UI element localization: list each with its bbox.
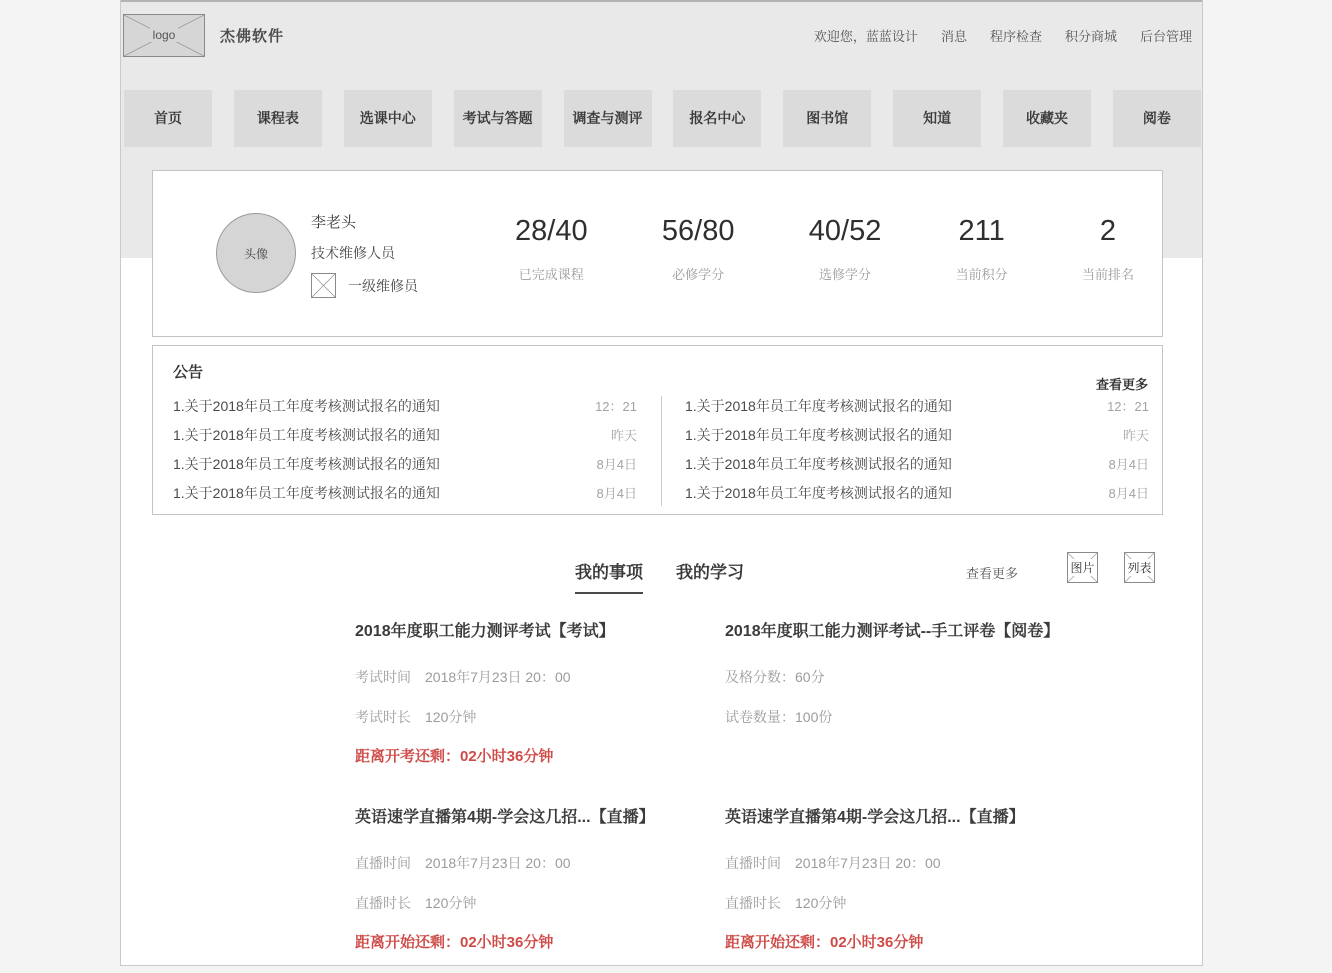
- topbar: [121, 4, 1202, 66]
- announcement-text: 1.关于2018年员工年度考核测试报名的通知: [173, 397, 440, 414]
- task-row-label: 直播时间: [355, 855, 411, 871]
- stat-value: 40/52: [808, 215, 882, 247]
- announcement-time: 12：21: [595, 399, 637, 414]
- tasks-tabs: [575, 558, 744, 594]
- stat-value: 211: [958, 215, 1005, 247]
- stat-value: 56/80: [661, 215, 735, 247]
- user-badge: [311, 273, 418, 298]
- stat-required-credits: [662, 215, 735, 283]
- task-row: [725, 853, 1085, 873]
- user-role: 技术维修人员: [311, 245, 395, 261]
- announcement-item[interactable]: [173, 449, 637, 478]
- tab-my-tasks[interactable]: 我的事项: [575, 558, 643, 594]
- announcements-left-column: [173, 391, 637, 507]
- task-countdown: 距离开考还剩：02小时36分钟: [355, 748, 554, 765]
- stat-elective-credits: [809, 215, 882, 283]
- announcements-right-column: [685, 391, 1149, 507]
- task-row: [355, 707, 715, 727]
- tab-my-learning[interactable]: 我的学习: [676, 563, 744, 582]
- task-row-value: 120分钟: [425, 895, 477, 911]
- nav-item-library[interactable]: 图书馆: [783, 90, 871, 147]
- topbar-link-admin[interactable]: 后台管理: [1139, 28, 1192, 44]
- user-name: 李老头: [311, 214, 357, 231]
- task-title[interactable]: 英语速学直播第4期-学会这几招...【直播】: [725, 809, 1025, 826]
- topbar-links: [814, 26, 1192, 45]
- announcement-item[interactable]: [173, 478, 637, 507]
- task-countdown: 距离开始还剩：02小时36分钟: [725, 934, 924, 951]
- announcements-more-link[interactable]: 查看更多: [1095, 377, 1148, 392]
- page-container: [120, 0, 1203, 966]
- task-row-label: 试卷数量：100份: [725, 709, 833, 725]
- task-title[interactable]: 2018年度职工能力测评考试--手工评卷【阅卷】: [725, 623, 1060, 640]
- task-row-value: 2018年7月23日 20：00: [425, 855, 571, 871]
- avatar: 头像: [216, 213, 296, 293]
- task-row: [725, 893, 1085, 913]
- task-row-value: 120分钟: [425, 709, 477, 725]
- profile-info: [311, 211, 418, 298]
- welcome-text: 欢迎您，蓝蓝设计: [813, 28, 918, 44]
- task-row: [355, 853, 715, 873]
- task-card-live-2: [725, 804, 1085, 952]
- task-row-value: 2018年7月23日 20：00: [795, 855, 941, 871]
- task-row-label: 及格分数：60分: [725, 669, 825, 685]
- announcement-time: 12：21: [1107, 399, 1149, 414]
- announcements-card: [152, 345, 1163, 515]
- announcement-item[interactable]: [173, 391, 637, 420]
- announcements-divider: [661, 396, 662, 506]
- announcement-text: 1.关于2018年员工年度考核测试报名的通知: [685, 397, 952, 414]
- nav-item-registration[interactable]: 报名中心: [673, 90, 761, 147]
- announcement-time: 8月4日: [1108, 486, 1149, 501]
- stat-current-points: [956, 215, 1008, 283]
- stat-label: 已完成课程: [518, 267, 584, 282]
- task-row-label: 直播时间: [725, 855, 781, 871]
- announcements-title: 公告: [173, 364, 204, 381]
- view-toggles: [1067, 552, 1155, 583]
- nav-item-course-center[interactable]: 选课中心: [344, 90, 432, 147]
- announcement-text: 1.关于2018年员工年度考核测试报名的通知: [685, 426, 952, 443]
- stat-value: 28/40: [515, 215, 588, 247]
- task-row: [725, 667, 1085, 687]
- task-title[interactable]: 2018年度职工能力测评考试【考试】: [355, 623, 615, 640]
- task-title[interactable]: 英语速学直播第4期-学会这几招...【直播】: [355, 809, 655, 826]
- stat-label: 必修学分: [672, 267, 725, 282]
- announcement-item[interactable]: [685, 391, 1149, 420]
- announcement-time: 昨天: [610, 428, 637, 443]
- announcement-text: 1.关于2018年员工年度考核测试报名的通知: [173, 484, 440, 501]
- badge-placeholder-icon: [311, 273, 336, 298]
- image-view-label: 图片: [1070, 561, 1095, 575]
- topbar-link-points-mall[interactable]: 积分商城: [1064, 28, 1117, 44]
- stat-label: 当前排名: [1081, 267, 1134, 282]
- list-view-button[interactable]: [1124, 552, 1155, 583]
- announcement-time: 8月4日: [1108, 457, 1149, 472]
- app-name: 杰佛软件: [220, 27, 285, 45]
- stat-label: 选修学分: [819, 267, 872, 282]
- announcement-time: 8月4日: [596, 486, 637, 501]
- announcement-item[interactable]: [685, 420, 1149, 449]
- announcement-time: 昨天: [1122, 428, 1149, 443]
- nav-item-favorites[interactable]: 收藏夹: [1003, 90, 1091, 147]
- nav-item-grading[interactable]: 阅卷: [1113, 90, 1201, 147]
- nav-item-knowledge[interactable]: 知道: [893, 90, 981, 147]
- main-nav: [124, 90, 1201, 147]
- announcement-time: 8月4日: [596, 457, 637, 472]
- task-row-label: 考试时长: [355, 709, 411, 725]
- nav-item-home[interactable]: 首页: [124, 90, 212, 147]
- task-row-value: 120分钟: [795, 895, 847, 911]
- announcement-item[interactable]: [685, 478, 1149, 507]
- image-view-button[interactable]: [1067, 552, 1098, 583]
- stat-current-rank: [1082, 215, 1134, 283]
- task-card-grading: [725, 618, 1085, 766]
- tasks-more-link[interactable]: 查看更多: [965, 566, 1018, 581]
- profile-card: [152, 170, 1163, 337]
- task-row-value: 2018年7月23日 20：00: [425, 669, 571, 685]
- announcement-text: 1.关于2018年员工年度考核测试报名的通知: [173, 455, 440, 472]
- task-row-label: 考试时间: [355, 669, 411, 685]
- task-row: [725, 707, 1085, 727]
- task-countdown: 距离开始还剩：02小时36分钟: [355, 934, 554, 951]
- announcement-text: 1.关于2018年员工年度考核测试报名的通知: [685, 455, 952, 472]
- stat-label: 当前积分: [955, 267, 1008, 282]
- logo-label: logo: [150, 28, 179, 42]
- task-cards-grid: [355, 618, 1145, 952]
- badge-label: 一级维修员: [348, 277, 418, 294]
- announcement-item[interactable]: [685, 449, 1149, 478]
- stats-row: [515, 215, 1134, 283]
- task-row: [355, 667, 715, 687]
- task-row-label: 直播时长: [725, 895, 781, 911]
- task-row: [355, 893, 715, 913]
- nav-item-survey[interactable]: 调查与测评: [564, 90, 652, 147]
- topbar-link-program-check[interactable]: 程序检查: [989, 28, 1042, 44]
- logo-placeholder-icon[interactable]: [123, 14, 205, 57]
- announcement-text: 1.关于2018年员工年度考核测试报名的通知: [685, 484, 952, 501]
- task-row-label: 直播时长: [355, 895, 411, 911]
- task-card-exam: [355, 618, 715, 766]
- topbar-link-messages[interactable]: 消息: [940, 28, 967, 44]
- task-card-live-1: [355, 804, 715, 952]
- nav-item-exams[interactable]: 考试与答题: [454, 90, 542, 147]
- announcement-item[interactable]: [173, 420, 637, 449]
- announcement-text: 1.关于2018年员工年度考核测试报名的通知: [173, 426, 440, 443]
- list-view-label: 列表: [1127, 561, 1152, 575]
- stat-completed-courses: [515, 215, 588, 283]
- stat-value: 2: [1099, 215, 1117, 247]
- nav-item-schedule[interactable]: 课程表: [234, 90, 322, 147]
